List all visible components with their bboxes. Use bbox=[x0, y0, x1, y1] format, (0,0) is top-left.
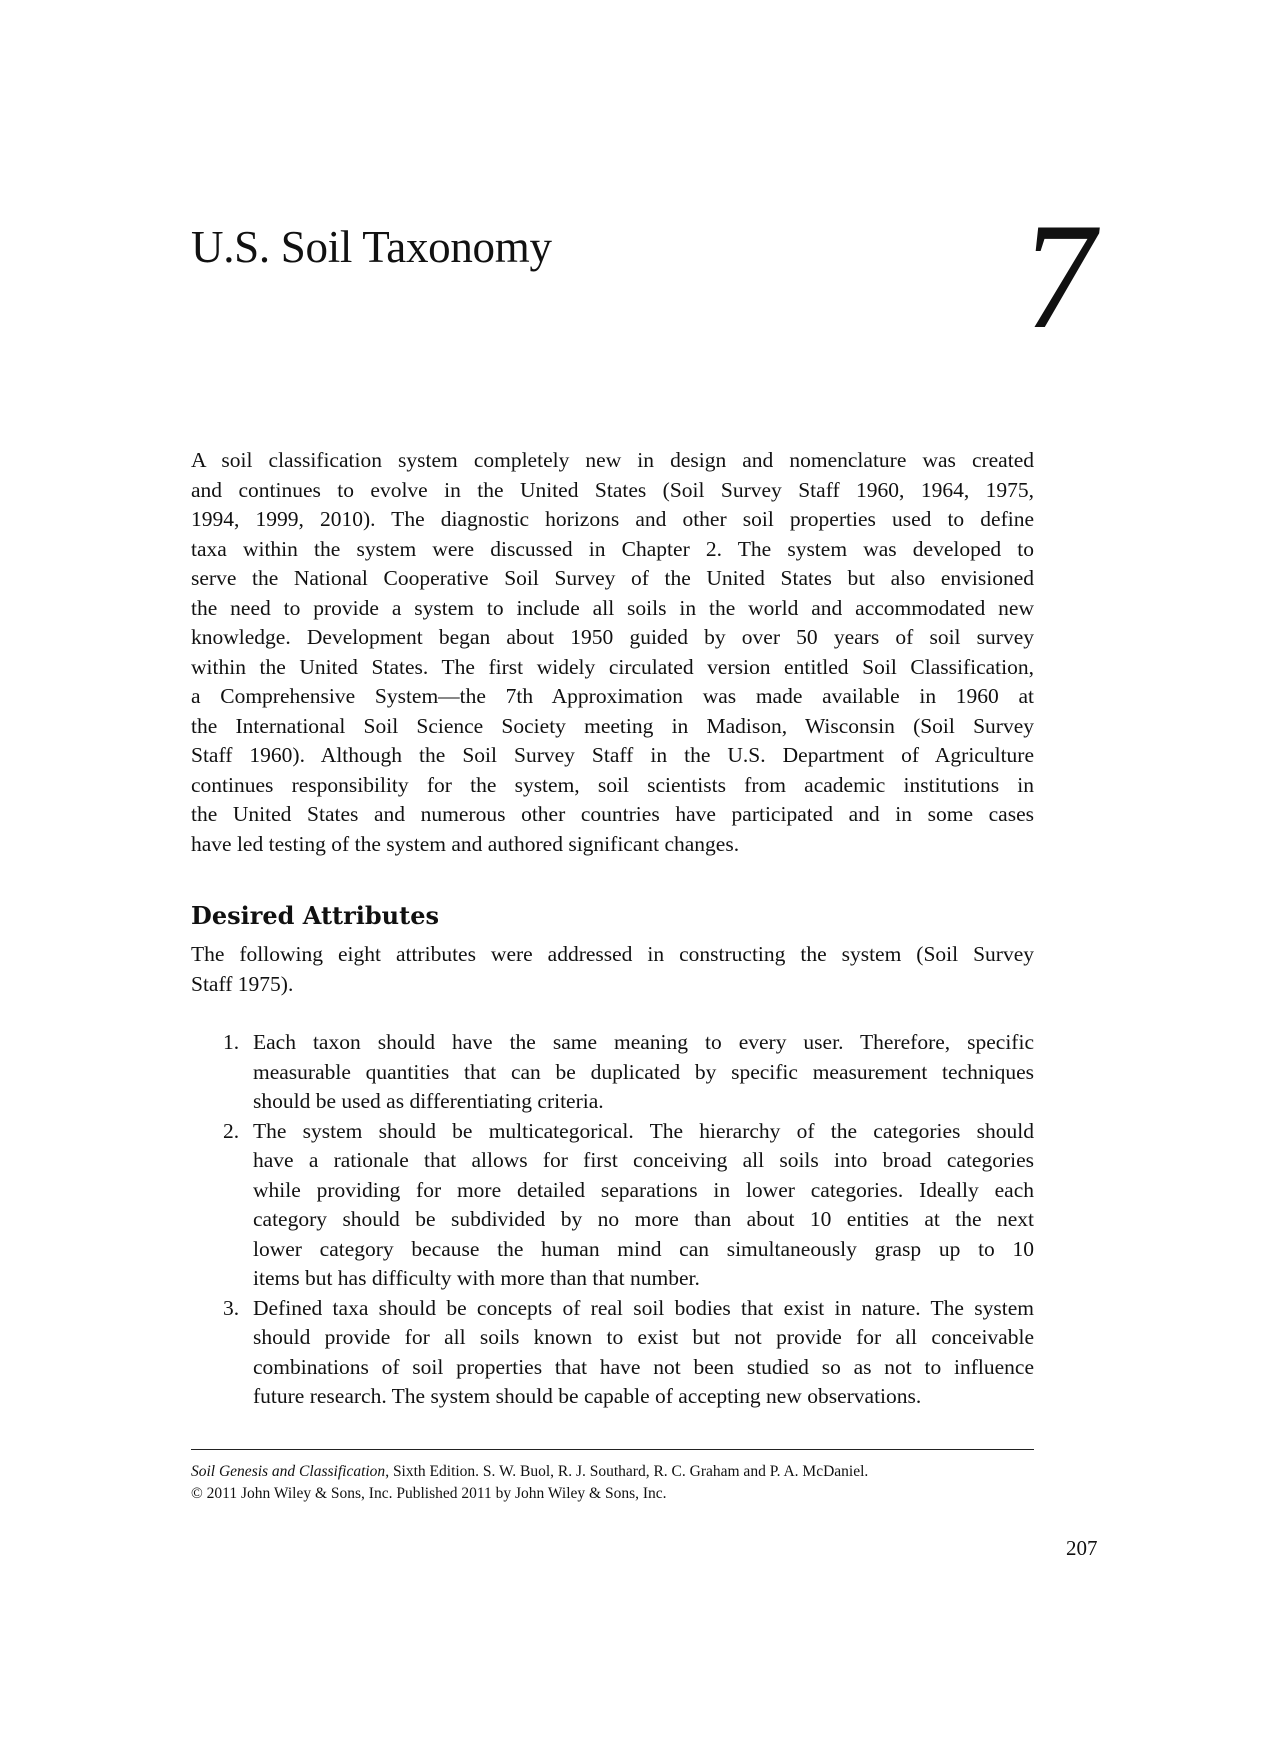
text-line: continues responsibility for the system, soil scientists from academic institutions in bbox=[191, 772, 1034, 797]
text-line: items but has difficulty with more than that number. bbox=[253, 1266, 700, 1290]
footnote bbox=[191, 1461, 868, 1505]
text-line: Defined taxa should be concepts of real soil bodies that exist in nature. The system bbox=[253, 1295, 1034, 1320]
section-intro bbox=[191, 940, 1034, 999]
section-heading: Desired Attributes bbox=[191, 901, 439, 930]
intro-paragraph bbox=[191, 446, 1034, 859]
list-item bbox=[191, 1294, 1034, 1412]
text-line: the United States and numerous other countries have participated and in some cases bbox=[191, 802, 1034, 826]
text-line: 1994, 1999, 2010). The diagnostic horizons and other soil properties used to define bbox=[191, 507, 1034, 531]
text-line: knowledge. Development began about 1950 guided by over 50 years of soil survey bbox=[191, 625, 1034, 649]
chapter-title: U.S. Soil Taxonomy bbox=[191, 222, 552, 272]
text-line: and continues to evolve in the United States (Soil Survey Staff 1960, 1964, 1975, bbox=[191, 477, 1034, 502]
text-line: while providing for more detailed separations in lower categories. Ideally each bbox=[253, 1177, 1034, 1202]
text-line: Each taxon should have the same meaning to every user. Therefore, specific bbox=[253, 1030, 1034, 1054]
text-line: have led testing of the system and authored significant changes. bbox=[191, 831, 740, 856]
text-line: the need to provide a system to include all soils in the world and accommodated new bbox=[191, 595, 1034, 620]
text-line: A soil classification system completely new in design and nomenclature was created bbox=[191, 448, 1034, 472]
text-line: a Comprehensive System—the 7th Approximation was made available in 1960 at bbox=[191, 684, 1034, 708]
text-line: taxa within the system were discussed in Chapter 2. The system was developed to bbox=[191, 536, 1034, 561]
text-line: The following eight attributes were addressed in constructing the system (Soil Survey bbox=[191, 942, 1034, 966]
text-line: The system should be multicategorical. The hierarchy of the categories should bbox=[253, 1118, 1034, 1143]
text-line: Staff 1960). Although the Soil Survey Staff in the U.S. Department of Agriculture bbox=[191, 743, 1034, 767]
book-title: Soil Genesis and Classification bbox=[191, 1463, 386, 1480]
text-line: within the United States. The first widely circulated version entitled Soil Classification, bbox=[191, 654, 1034, 679]
text-line: serve the National Cooperative Soil Survey of the United States but also envisioned bbox=[191, 566, 1034, 590]
attributes-list bbox=[191, 1028, 1034, 1412]
text-line: have a rationale that allows for first conceiving all soils into broad categories bbox=[253, 1148, 1034, 1172]
list-item bbox=[191, 1117, 1034, 1294]
chapter-number: 7 bbox=[1016, 192, 1104, 360]
footnote-rule bbox=[191, 1449, 1034, 1450]
footnote-authors: , Sixth Edition. S. W. Buol, R. J. Southard, R. C. Graham and P. A. McDaniel. bbox=[385, 1463, 869, 1480]
text-line: lower category because the human mind can simultaneously grasp up to 10 bbox=[253, 1236, 1034, 1261]
list-number: 1. bbox=[223, 1030, 240, 1054]
list-number: 2. bbox=[223, 1118, 240, 1143]
text-line: Staff 1975). bbox=[191, 971, 294, 996]
text-line: should provide for all soils known to exist but not provide for all conceivable bbox=[253, 1325, 1034, 1349]
text-line: measurable quantities that can be duplicated by specific measurement techniques bbox=[253, 1059, 1034, 1084]
text-line: should be used as differentiating criteria. bbox=[253, 1089, 604, 1113]
footnote-copyright: © 2011 John Wiley & Sons, Inc. Published 2011 by John Wiley & Sons, Inc. bbox=[191, 1485, 667, 1502]
text-line: combinations of soil properties that have not been studied so as not to influence bbox=[253, 1354, 1034, 1379]
list-item bbox=[191, 1028, 1034, 1117]
text-line: category should be subdivided by no more than about 10 entities at the next bbox=[253, 1207, 1034, 1231]
text-line: the International Soil Science Society meeting in Madison, Wisconsin (Soil Survey bbox=[191, 713, 1034, 738]
page-number: 207 bbox=[1066, 1536, 1098, 1560]
text-line: future research. The system should be capable of accepting new observations. bbox=[253, 1384, 922, 1408]
list-number: 3. bbox=[223, 1295, 240, 1320]
